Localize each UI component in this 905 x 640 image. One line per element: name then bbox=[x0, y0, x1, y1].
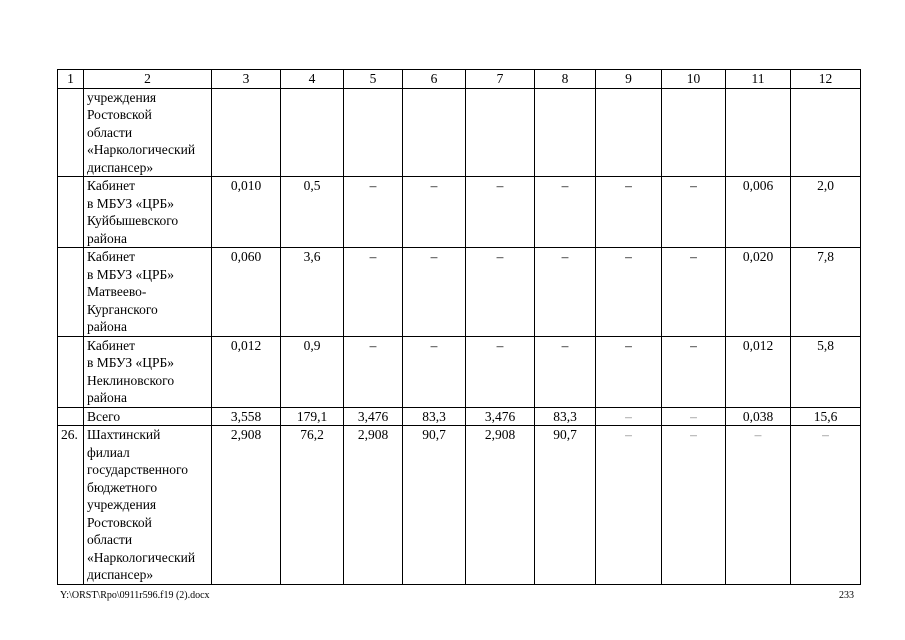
value-cell: – bbox=[466, 177, 535, 248]
table-row bbox=[58, 88, 861, 177]
value-cell: 15,6 bbox=[791, 407, 861, 426]
value-cell bbox=[344, 88, 403, 177]
name-line: в МБУЗ «ЦРБ» bbox=[87, 355, 175, 370]
name-line: области bbox=[87, 532, 133, 547]
value-cell: – bbox=[535, 336, 596, 407]
institution-name-cell bbox=[84, 426, 212, 585]
value-cell: 3,476 bbox=[344, 407, 403, 426]
institution-name-cell bbox=[84, 336, 212, 407]
name-line: Шахтинский bbox=[87, 427, 161, 442]
name-line: Матвеево- bbox=[87, 284, 147, 299]
name-line: учреждения bbox=[87, 497, 157, 512]
name-line: филиал bbox=[87, 444, 130, 460]
value-cell: – bbox=[726, 426, 791, 585]
name-line: государственного bbox=[87, 462, 188, 477]
column-header: 5 bbox=[344, 70, 403, 89]
column-header: 11 bbox=[726, 70, 791, 89]
value-cell: – bbox=[596, 336, 662, 407]
value-cell: – bbox=[662, 336, 726, 407]
value-cell: 0,012 bbox=[726, 336, 791, 407]
value-cell bbox=[403, 88, 466, 177]
institution-name-cell bbox=[84, 407, 212, 426]
table-row bbox=[58, 407, 861, 426]
value-cell: – bbox=[662, 248, 726, 337]
column-header: 9 bbox=[596, 70, 662, 89]
value-cell: 3,6 bbox=[281, 248, 344, 337]
name-line: «Наркологический bbox=[87, 142, 196, 157]
value-cell: – bbox=[403, 177, 466, 248]
value-cell: – bbox=[344, 248, 403, 337]
value-cell: 90,7 bbox=[535, 426, 596, 585]
column-header: 8 bbox=[535, 70, 596, 89]
name-line: Курганского bbox=[87, 301, 158, 317]
column-header: 12 bbox=[791, 70, 861, 89]
value-cell: – bbox=[791, 426, 861, 585]
value-cell: 0,006 bbox=[726, 177, 791, 248]
value-cell: 3,476 bbox=[466, 407, 535, 426]
name-line: в МБУЗ «ЦРБ» bbox=[87, 195, 175, 211]
name-line: района bbox=[87, 319, 127, 334]
value-cell: – bbox=[403, 248, 466, 337]
name-line: Ростовской bbox=[87, 514, 152, 530]
footer-page-number: 233 bbox=[839, 590, 854, 601]
name-line: Неклиновского bbox=[87, 372, 175, 388]
value-cell bbox=[662, 88, 726, 177]
value-cell: 179,1 bbox=[281, 407, 344, 426]
value-cell: 76,2 bbox=[281, 426, 344, 585]
name-line: Кабинет bbox=[87, 178, 136, 193]
name-line: области bbox=[87, 124, 133, 140]
name-line: в МБУЗ «ЦРБ» bbox=[87, 266, 175, 282]
value-cell: 2,908 bbox=[344, 426, 403, 585]
row-number-cell bbox=[58, 177, 84, 248]
value-cell bbox=[535, 88, 596, 177]
value-cell: – bbox=[596, 177, 662, 248]
institution-name-cell bbox=[84, 177, 212, 248]
value-cell bbox=[596, 88, 662, 177]
value-cell: – bbox=[344, 177, 403, 248]
value-cell: 7,8 bbox=[791, 248, 861, 337]
value-cell: 83,3 bbox=[535, 407, 596, 426]
value-cell: – bbox=[466, 248, 535, 337]
row-number-cell bbox=[58, 248, 84, 337]
name-line: района bbox=[87, 230, 127, 246]
value-cell: 2,908 bbox=[466, 426, 535, 585]
value-cell: 0,010 bbox=[212, 177, 281, 248]
value-cell bbox=[466, 88, 535, 177]
name-line: Кабинет bbox=[87, 337, 136, 353]
footer-file-path: Y:\ORST\Rpo\0911r596.f19 (2).docx bbox=[60, 590, 210, 601]
table-row bbox=[58, 177, 861, 248]
value-cell: – bbox=[535, 248, 596, 337]
value-cell: 0,020 bbox=[726, 248, 791, 337]
value-cell: 0,060 bbox=[212, 248, 281, 337]
value-cell: 90,7 bbox=[403, 426, 466, 585]
name-line: учреждения bbox=[87, 89, 157, 105]
row-number-cell bbox=[58, 336, 84, 407]
name-line: диспансер» bbox=[87, 159, 154, 175]
column-header: 3 bbox=[212, 70, 281, 89]
value-cell: – bbox=[662, 426, 726, 585]
column-header: 4 bbox=[281, 70, 344, 89]
row-number-cell bbox=[58, 88, 84, 177]
header-row bbox=[58, 70, 861, 89]
name-line: диспансер» bbox=[87, 567, 154, 582]
value-cell: 2,0 bbox=[791, 177, 861, 248]
table-row bbox=[58, 426, 861, 585]
name-line: бюджетного bbox=[87, 479, 158, 495]
table-row bbox=[58, 336, 861, 407]
column-header: 7 bbox=[466, 70, 535, 89]
name-line: Ростовской bbox=[87, 107, 152, 122]
column-header: 1 bbox=[58, 70, 84, 89]
value-cell: 2,908 bbox=[212, 426, 281, 585]
value-cell bbox=[212, 88, 281, 177]
value-cell: 0,5 bbox=[281, 177, 344, 248]
value-cell bbox=[726, 88, 791, 177]
name-line: «Наркологический bbox=[87, 549, 196, 565]
value-cell: – bbox=[662, 177, 726, 248]
table-row bbox=[58, 248, 861, 337]
value-cell: – bbox=[466, 336, 535, 407]
value-cell: 5,8 bbox=[791, 336, 861, 407]
value-cell: 0,012 bbox=[212, 336, 281, 407]
value-cell bbox=[281, 88, 344, 177]
institution-name-cell bbox=[84, 248, 212, 337]
data-table bbox=[57, 69, 861, 585]
value-cell bbox=[791, 88, 861, 177]
value-cell: – bbox=[596, 426, 662, 585]
row-number-cell: 26. bbox=[58, 426, 84, 585]
value-cell: 3,558 bbox=[212, 407, 281, 426]
value-cell: 0,038 bbox=[726, 407, 791, 426]
value-cell: 0,9 bbox=[281, 336, 344, 407]
column-header: 2 bbox=[84, 70, 212, 89]
value-cell: 83,3 bbox=[403, 407, 466, 426]
value-cell: – bbox=[596, 248, 662, 337]
name-line: района bbox=[87, 390, 127, 405]
value-cell: – bbox=[344, 336, 403, 407]
row-number-cell bbox=[58, 407, 84, 426]
name-line: Кабинет bbox=[87, 249, 136, 264]
value-cell: – bbox=[403, 336, 466, 407]
value-cell: – bbox=[596, 407, 662, 426]
value-cell: – bbox=[662, 407, 726, 426]
column-header: 6 bbox=[403, 70, 466, 89]
name-line: Всего bbox=[87, 408, 121, 424]
value-cell: – bbox=[535, 177, 596, 248]
name-line: Куйбышевского bbox=[87, 213, 179, 228]
institution-name-cell bbox=[84, 88, 212, 177]
column-header: 10 bbox=[662, 70, 726, 89]
